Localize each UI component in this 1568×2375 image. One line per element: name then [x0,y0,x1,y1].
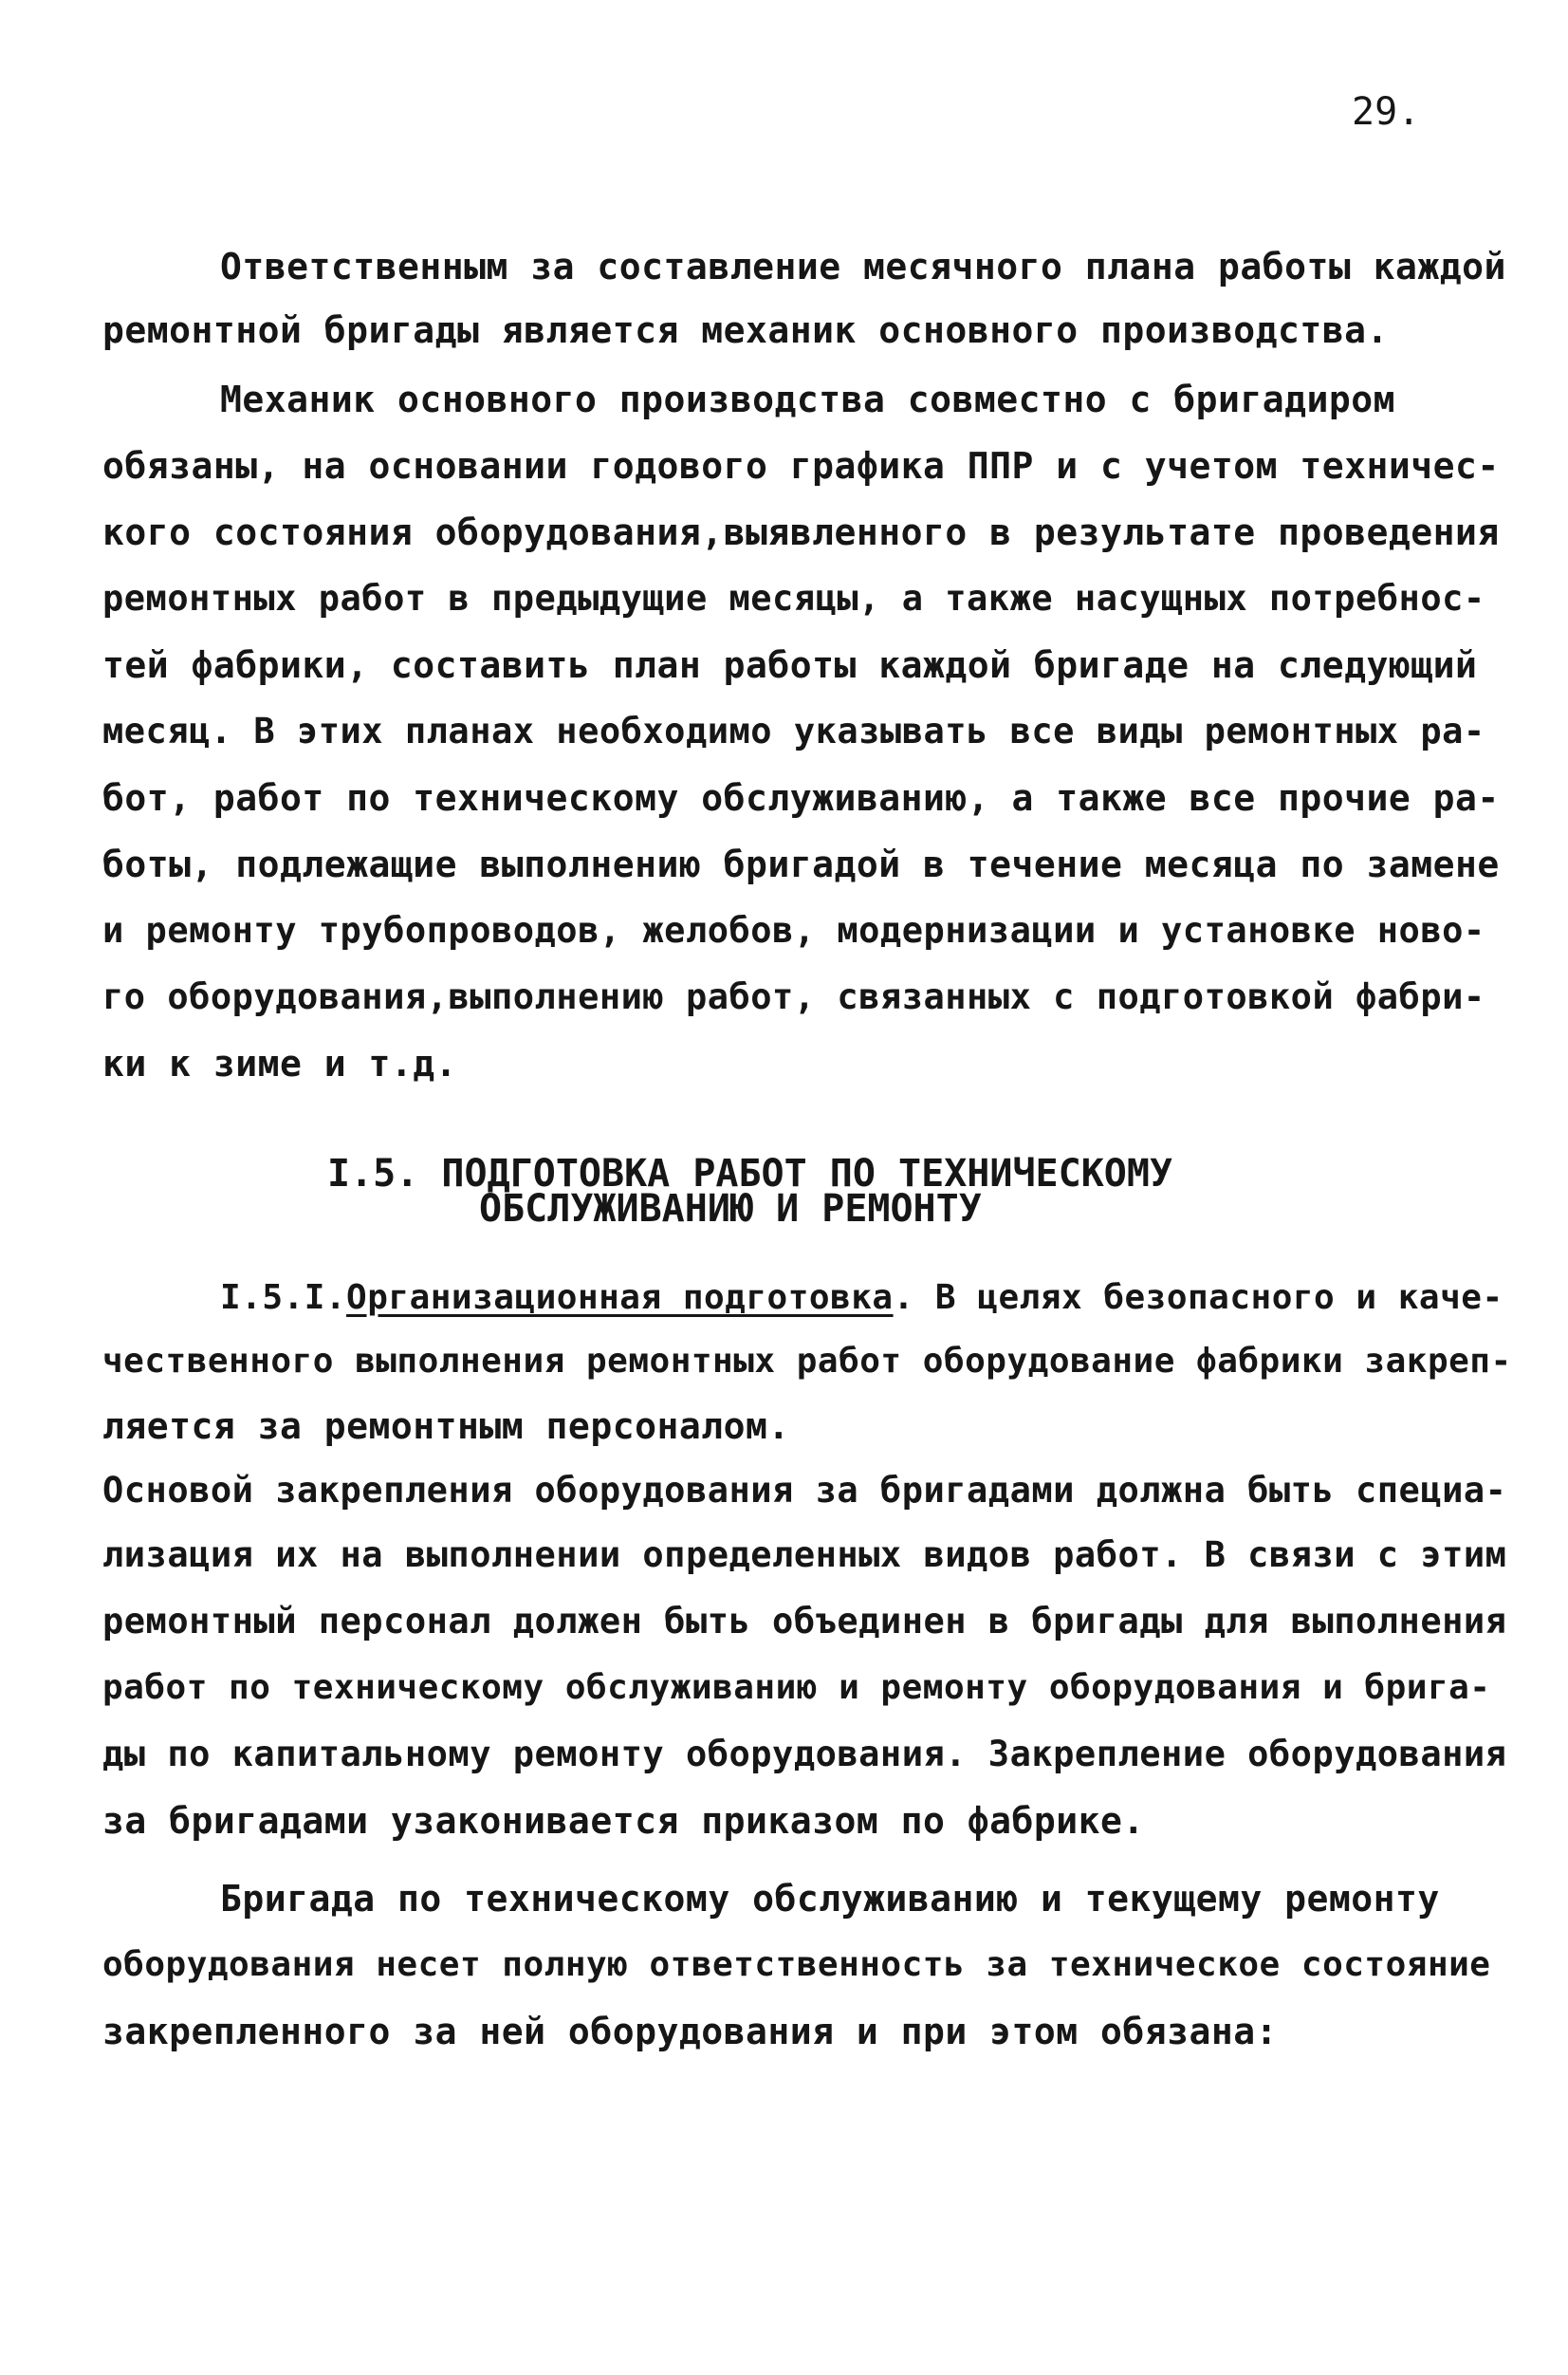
section-heading-line-2: ОБСЛУЖИВАНИЮ И РЕМОНТУ [479,1187,982,1231]
paragraph-2-line-10: го оборудования,выполнению работ, связанных с подготовкой фабри- [102,976,1485,1017]
paragraph-5-line-1: Бригада по техническому обслуживанию и текущему ремонту [220,1878,1440,1920]
page-number: 29. [1352,90,1421,134]
paragraph-1-line-2: ремонтной бригады является механик основного производства. [102,309,1389,351]
subsection-line-2: чественного выполнения ремонтных работ оборудование фабрики закреп- [102,1342,1512,1381]
paragraph-2-line-6: месяц. В этих планах необходимо указывать все виды ремонтных ра- [102,711,1485,751]
paragraph-2-line-4: ремонтных работ в предыдущие месяцы, а также насущных потребнос- [102,578,1485,619]
paragraph-2-line-5: тей фабрики, составить план работы каждой бригаде на следующий [102,644,1478,686]
paragraph-5-line-3: закрепленного за ней оборудования и при этом обязана: [102,2011,1279,2052]
subsection-title: Организационная подготовка [346,1278,894,1317]
subsection-line-3: ляется за ремонтным персоналом. [102,1405,790,1447]
paragraph-4-line-5: ды по капитальному ремонту оборудования. Закрепление оборудования [102,1734,1507,1774]
paragraph-2-line-2: обязаны, на основании годового графика ППР и с учетом техничес- [102,445,1500,487]
subsection-number: I.5.I. [220,1278,347,1317]
paragraph-2-line-3: кого состояния оборудования,выявленного в результате проведения [102,511,1500,553]
paragraph-5-line-2: оборудования несет полную ответственность за техническое состояние [102,1945,1491,1984]
paragraph-2-line-9: и ремонту трубопроводов, желобов, модернизации и установке ново- [102,910,1485,951]
subsection-first-line [220,1276,1503,1320]
paragraph-4-line-1: Основой закрепления оборудования за бригадами должна быть специа- [102,1470,1507,1511]
paragraph-4-line-2: лизация их на выполнении определенных видов работ. В связи с этим [102,1534,1507,1575]
paragraph-4-line-3: ремонтный персонал должен быть объединен в бригады для выполнения [102,1601,1507,1642]
paragraph-2-line-7: бот, работ по техническому обслуживанию, а также все прочие ра- [102,777,1500,819]
subsection-line-1-rest: . В целях безопасного и каче- [893,1278,1503,1317]
paragraph-4-line-6: за бригадами узаконивается приказом по фабрике. [102,1800,1145,1842]
paragraph-2-line-1: Механик основного производства совместно с бригадиром [220,379,1396,420]
paragraph-2-line-8: боты, подлежащие выполнению бригадой в течение месяца по замене [102,844,1500,885]
section-heading-line-1: I.5. ПОДГОТОВКА РАБОТ ПО ТЕХНИЧЕСКОМУ [327,1152,1173,1196]
paragraph-4-line-4: работ по техническому обслуживанию и ремонту оборудования и брига- [102,1668,1491,1707]
paragraph-1-line-1: Ответственным за составление месячного плана работы каждой [220,246,1506,288]
paragraph-2-line-11: ки к зиме и т.д. [102,1043,458,1085]
